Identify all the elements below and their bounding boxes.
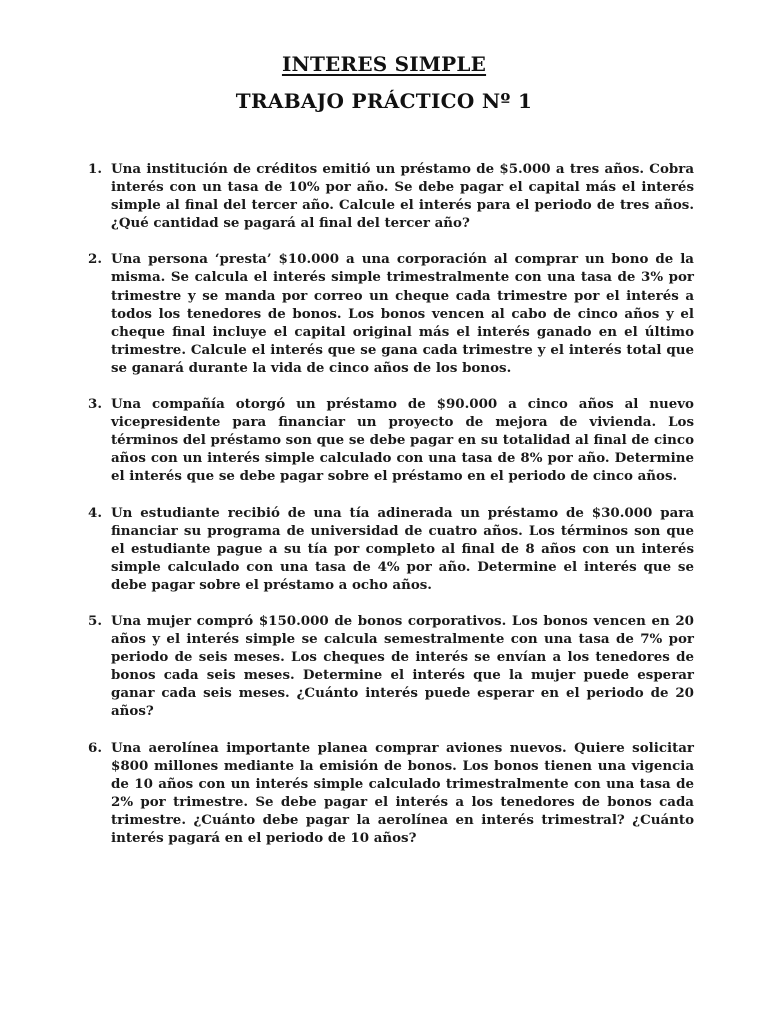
problem-text: Una institución de créditos emitió un préstamo de $5.000 a tres años. Cobra interés con un tasa de 10% por año. Se debe pagar el capital más el interés simple al final del tercer año. Calcule el interés para el periodo de tres años. ¿Qué cantidad se pagará al final del tercer año? — [111, 161, 694, 232]
problem-text: Una aerolínea importante planea comprar aviones nuevos. Quiere solicitar $800 millones mediante la emisión de bonos. Los bonos tienen una vigencia de 10 años con un interés simple calculado trimestralmente con una tasa de 2% por trimestre. Se debe pagar el interés a los tenedores de bonos cada trimestre. ¿Cuánto debe pagar la aerolínea en interés trimestral? ¿Cuánto interés pagará en el periodo de 10 años? — [111, 739, 694, 846]
problem-number: 5. — [88, 612, 102, 629]
problem-text: Una persona ‘presta’ $10.000 a una corporación al comprar un bono de la misma. Se calcula el interés simple trimestralmente con una tasa de 3% por trimestre y se manda por correo un cheque cada trimestre por el interés a todos los tenedores de bonos. Los bonos vencen al cabo de cinco años y el cheque final incluye el capital original más el interés ganado en el último trimestre. Calcule el interés que se gana cada trimestre y el interés total que se ganará durante la vida de cinco años de los bonos. — [111, 251, 694, 376]
problem-item — [88, 504, 694, 594]
problem-text: Una compañía otorgó un préstamo de $90.000 a cinco años al nuevo vicepresidente para financiar un proyecto de mejora de vivienda. Los términos del préstamo son que se debe pagar en su totalidad al final de cinco años con un interés simple calculado con una tasa de 8% por año. Determine el interés que se debe pagar sobre el préstamo en el periodo de cinco años. — [111, 396, 694, 485]
problem-number: 2. — [88, 251, 102, 268]
problem-item — [88, 612, 694, 721]
document-title: INTERES SIMPLE — [281, 52, 487, 76]
problem-item — [88, 250, 694, 377]
problem-text: Una mujer compró $150.000 de bonos corporativos. Los bonos vencen en 20 años y el interés simple se calcula semestralmente con una tasa de 7% por periodo de seis meses. Los cheques de interés se envían a los tenedores de bonos cada seis meses. Determine el interés que la mujer puede esperar ganar cada seis meses. ¿Cuánto interés puede esperar en el periodo de 20 años? — [111, 612, 694, 720]
problem-item — [88, 160, 694, 232]
problem-item — [88, 739, 694, 848]
document-subtitle: TRABAJO PRÁCTICO Nº 1 — [235, 89, 533, 113]
problem-number: 6. — [88, 739, 102, 756]
problem-list — [88, 160, 694, 865]
problem-number: 4. — [88, 504, 102, 521]
problem-item — [88, 395, 694, 485]
problem-number: 1. — [88, 161, 102, 177]
problem-number: 3. — [88, 396, 102, 413]
problem-text: Un estudiante recibió de una tía adinerada un préstamo de $30.000 para financiar su programa de universidad de cuatro años. Los términos son que el estudiante pague a su tía por completo al final de 8 años con un interés simple calculado con una tasa de 4% por año. Determine el interés que se debe pagar sobre el préstamo a ocho años. — [111, 504, 694, 593]
